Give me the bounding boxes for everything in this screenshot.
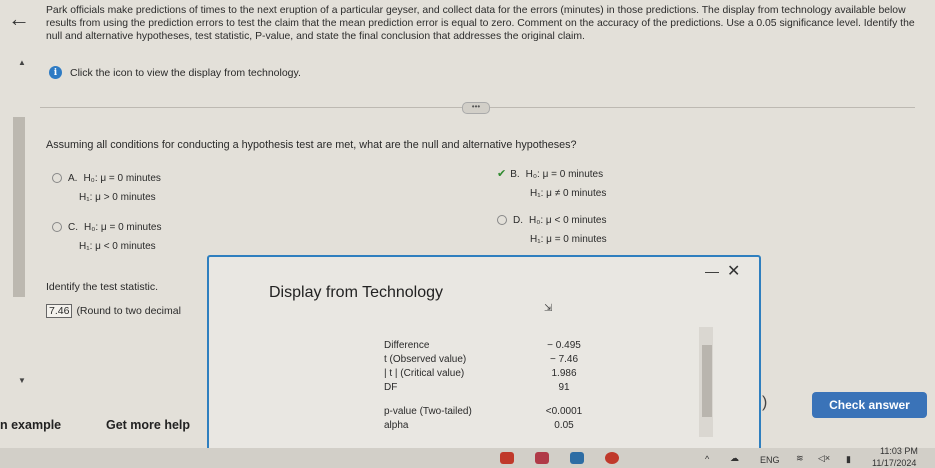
cloud-icon[interactable]: ☁: [730, 453, 739, 463]
clock-date[interactable]: 11/17/2024: [872, 458, 917, 468]
language-indicator[interactable]: ENG: [760, 455, 780, 465]
scroll-up-icon[interactable]: ▲: [18, 58, 26, 67]
left-scroll-bar[interactable]: [13, 117, 25, 297]
info-icon[interactable]: i: [49, 66, 62, 79]
minimize-icon[interactable]: —: [705, 263, 719, 279]
hypotheses-prompt: Assuming all conditions for conducting a hypothesis test are met, what are the null and alternative hypotheses?: [46, 139, 577, 151]
table-row: DF 91: [384, 382, 570, 393]
scroll-down-icon[interactable]: ▼: [18, 376, 26, 385]
radio-icon[interactable]: [52, 222, 62, 232]
battery-icon[interactable]: ▮: [846, 454, 851, 464]
taskbar: [0, 448, 935, 468]
app-icon[interactable]: [570, 452, 584, 464]
app-icon[interactable]: [605, 452, 619, 464]
close-icon[interactable]: ✕: [727, 263, 741, 280]
table-row: t (Observed value) − 7.46: [384, 354, 579, 365]
check-answer-button[interactable]: Check answer: [812, 392, 927, 418]
answer-hint: (Round to two decimal: [76, 305, 181, 317]
app-icon[interactable]: [535, 452, 549, 464]
option-d[interactable]: D. H₀: μ < 0 minutes H₁: μ = 0 minutes: [497, 214, 607, 247]
dialog-scroll-thumb[interactable]: [702, 345, 712, 417]
dialog-title: Display from Technology: [269, 284, 444, 301]
get-more-help-link[interactable]: Get more help: [106, 418, 191, 432]
answer-input[interactable]: 7.46: [46, 304, 72, 318]
option-a[interactable]: A. H₀: μ = 0 minutes H₁: μ > 0 minutes: [52, 172, 161, 205]
info-row: [49, 66, 301, 79]
radio-icon[interactable]: [497, 215, 507, 225]
view-example-link[interactable]: n example: [0, 418, 62, 432]
clock-time[interactable]: 11:03 PM: [880, 446, 918, 456]
info-text: Click the icon to view the display from technology.: [70, 66, 301, 79]
volume-icon[interactable]: ◁×: [818, 453, 831, 463]
cursor-icon: ⇲: [544, 303, 553, 314]
back-arrow-icon[interactable]: ←: [8, 6, 30, 31]
question-text: Park officials make predictions of times to the next eruption of a particular geyser, and collect data for the errors (minutes) in those predictions. The display from technology available below results from using the prediction errors to test the claim that the mean prediction error is equal to zero. Comment on the accuracy of the predictions. Use a 0.05 significance level. Identify the null and alternative hypotheses, test statistic, P-value, and state the final conclusion that addresses the original claim.: [46, 5, 915, 42]
table-row: alpha 0.05: [384, 420, 574, 431]
app-icon[interactable]: [500, 452, 514, 464]
option-c[interactable]: C. H₀: μ = 0 minutes H₁: μ < 0 minutes: [52, 221, 161, 254]
results-table: [384, 337, 594, 431]
wifi-icon[interactable]: ≋: [796, 453, 804, 463]
option-b[interactable]: ✔ B. H₀: μ = 0 minutes H₁: μ ≠ 0 minutes: [497, 168, 607, 199]
identify-prompt: Identify the test statistic.: [46, 281, 159, 293]
technology-dialog: [207, 255, 761, 459]
answer-line: [46, 304, 181, 318]
more-options-button[interactable]: •••: [462, 102, 490, 114]
radio-icon[interactable]: [52, 173, 62, 183]
bracket-decoration: ): [762, 394, 768, 411]
table-row: | t | (Critical value) 1.986: [384, 368, 577, 379]
table-row: Difference − 0.495: [384, 340, 581, 351]
checkmark-icon: ✔: [497, 168, 507, 180]
table-row: p-value (Two-tailed) <0.0001: [384, 406, 583, 417]
chevron-up-icon[interactable]: ^: [705, 454, 710, 464]
